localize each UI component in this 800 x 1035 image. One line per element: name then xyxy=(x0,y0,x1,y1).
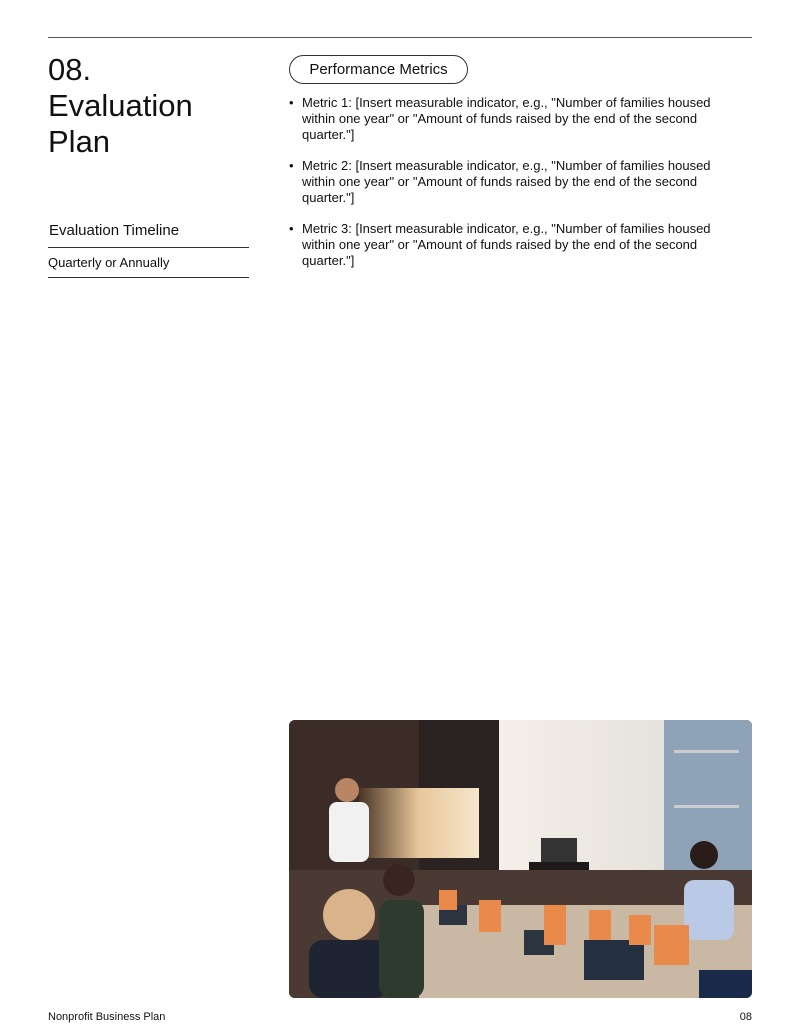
footer-page-number: 08 xyxy=(739,1011,752,1023)
metrics-list xyxy=(289,95,729,284)
metric-text: Metric 3: [Insert measurable indicator, e.g., "Number of families housed within one year" or "Amount of funds raised by the end of the second quarter."] xyxy=(302,221,711,268)
top-divider xyxy=(48,37,752,38)
bullet-icon: • xyxy=(289,221,294,236)
page-title xyxy=(48,52,193,160)
list-item xyxy=(289,158,729,206)
meeting-photo-illustration xyxy=(289,720,752,998)
divider xyxy=(48,277,249,278)
timeline-value: Quarterly or Annually xyxy=(48,255,170,270)
footer-document-title: Nonprofit Business Plan xyxy=(48,1011,166,1023)
title-line-2: Plan xyxy=(48,124,111,159)
list-item xyxy=(289,95,729,143)
title-line-1: Evaluation xyxy=(48,88,193,123)
bullet-icon: • xyxy=(289,95,294,110)
metric-text: Metric 1: [Insert measurable indicator, e.g., "Number of families housed within one year" or "Amount of funds raised by the end of the second quarter."] xyxy=(302,95,711,142)
meeting-photo xyxy=(289,720,752,998)
metric-text: Metric 2: [Insert measurable indicator, e.g., "Number of families housed within one year" or "Amount of funds raised by the end of the second quarter."] xyxy=(302,158,711,205)
section-number: 08. xyxy=(48,52,92,87)
metrics-heading: Performance Metrics xyxy=(289,55,468,84)
timeline-label: Evaluation Timeline xyxy=(49,222,180,239)
list-item xyxy=(289,221,729,269)
bullet-icon: • xyxy=(289,158,294,173)
divider xyxy=(48,247,249,248)
